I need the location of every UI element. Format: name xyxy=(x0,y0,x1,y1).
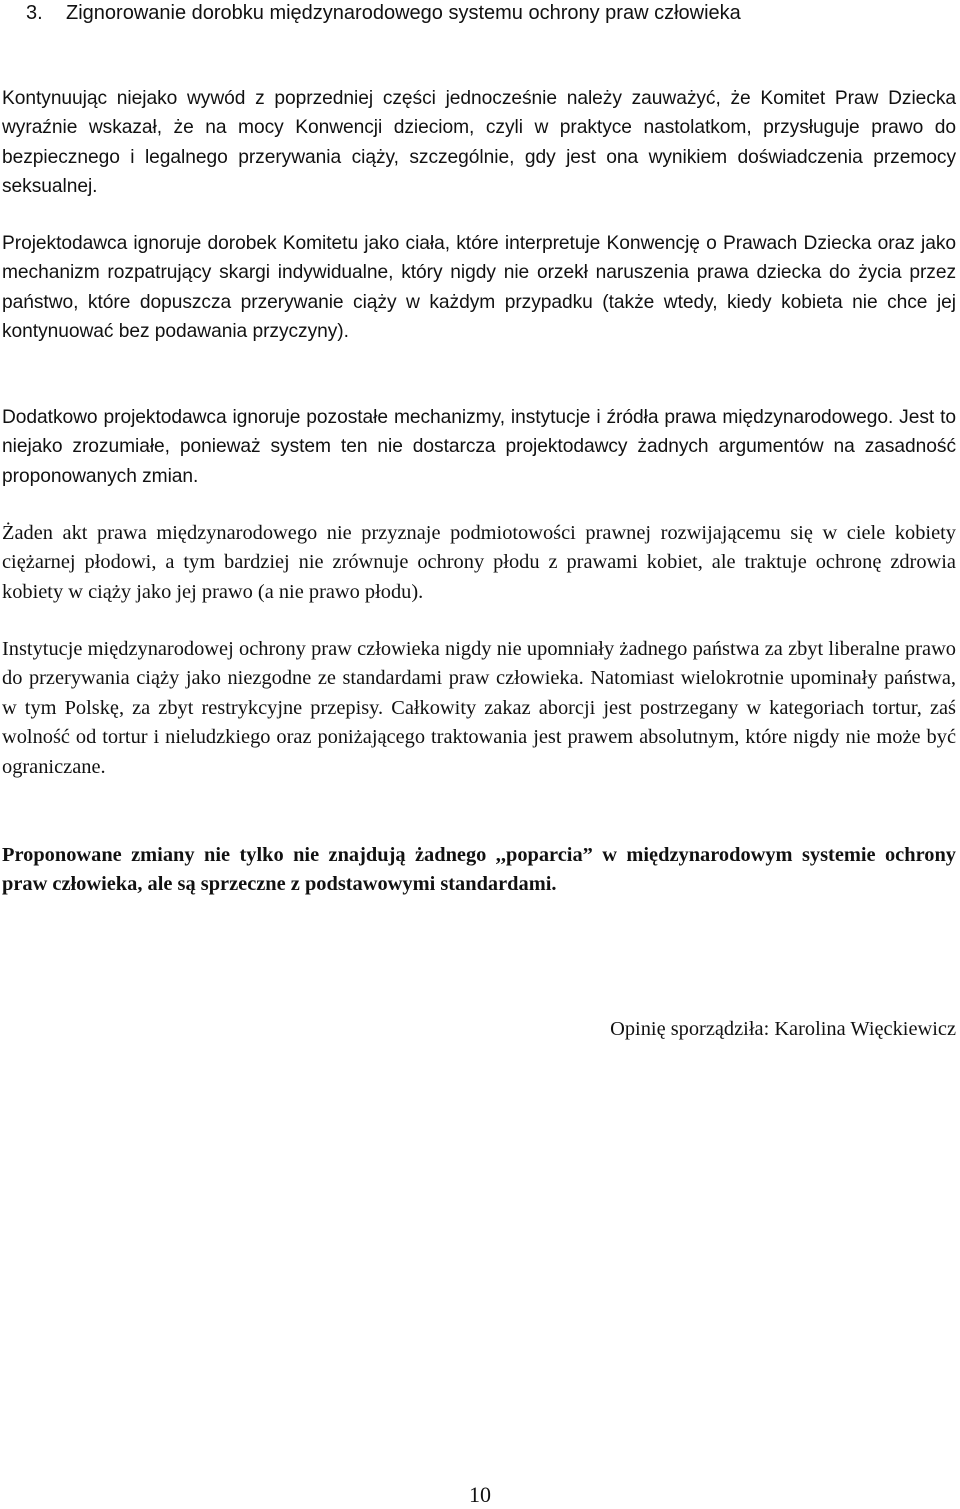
paragraph-1: Kontynuując niejako wywód z poprzedniej części jednocześnie należy zauważyć, że Komitet Praw Dziecka wyraźnie wskazał, że na mocy Konwencji dzieciom, czyli w praktyce nastolatkom, przysługuje prawo do bezpiecznego i legalnego przerywania ciąży, szczególnie, gdy jest ona wynikiem doświadczenia przemocy seksualnej. xyxy=(2,88,956,197)
page-number: 10 xyxy=(469,1482,491,1507)
paragraph-5: Instytucje międzynarodowej ochrony praw człowieka nigdy nie upomniały żadnego państwa za zbyt liberalne prawo do przerywania ciąży jako niezgodne ze standardami praw człowieka. Natomiast wielokrotnie upominały państwa, w tym Polskę, za zbyt restrykcyjne przepisy. Całkowity zakaz aborcji jest postrzegany w kategoriach tortur, zaś wolność od tortur i nieludzkiego oraz poniżającego traktowania jest prawem absolutnym, które nigdy nie może być ograniczane. xyxy=(2,638,956,778)
paragraph-3: Dodatkowo projektodawca ignoruje pozostałe mechanizmy, instytucje i źródła prawa międzynarodowego. Jest to niejako zrozumiałe, ponieważ system ten nie dostarcza projektodawcy żadnych argumentów na zasadność proponowanych zmian. xyxy=(2,407,956,487)
paragraph-4: Żaden akt prawa międzynarodowego nie przyznaje podmiotowości prawnej rozwijającemu się w ciele kobiety ciężarnej płodowi, a tym bardziej nie zrównuje ochrony płodu z prawami kobiet, ale traktuje ochronę zdrowia kobiety w ciąży jako jej prawo (a nie prawo płodu). xyxy=(2,522,956,603)
author-signature: Opinię sporządziła: Karolina Więckiewicz xyxy=(610,1018,956,1040)
section-heading xyxy=(26,0,946,26)
paragraph-2: Projektodawca ignoruje dorobek Komitetu jako ciała, które interpretuje Konwencję o Prawach Dziecka oraz jako mechanizm rozpatrujący skargi indywidualne, który nigdy nie orzekł naruszenia prawa dziecka do życia przez państwo, które dopuszcza przerywanie ciąży w każdym przypadku (także wtedy, kiedy kobieta nie chce jej kontynuować bez podawania przyczyny). xyxy=(2,233,956,342)
section-title: Zignorowanie dorobku międzynarodowego systemu ochrony praw człowieka xyxy=(66,2,741,24)
paragraph-conclusion: Proponowane zmiany nie tylko nie znajdują żadnego ,,poparcia” w międzynarodowym systemie ochrony praw człowieka, ale są sprzeczne z podstawowymi standardami. xyxy=(2,844,956,896)
section-number: 3. xyxy=(26,2,43,24)
